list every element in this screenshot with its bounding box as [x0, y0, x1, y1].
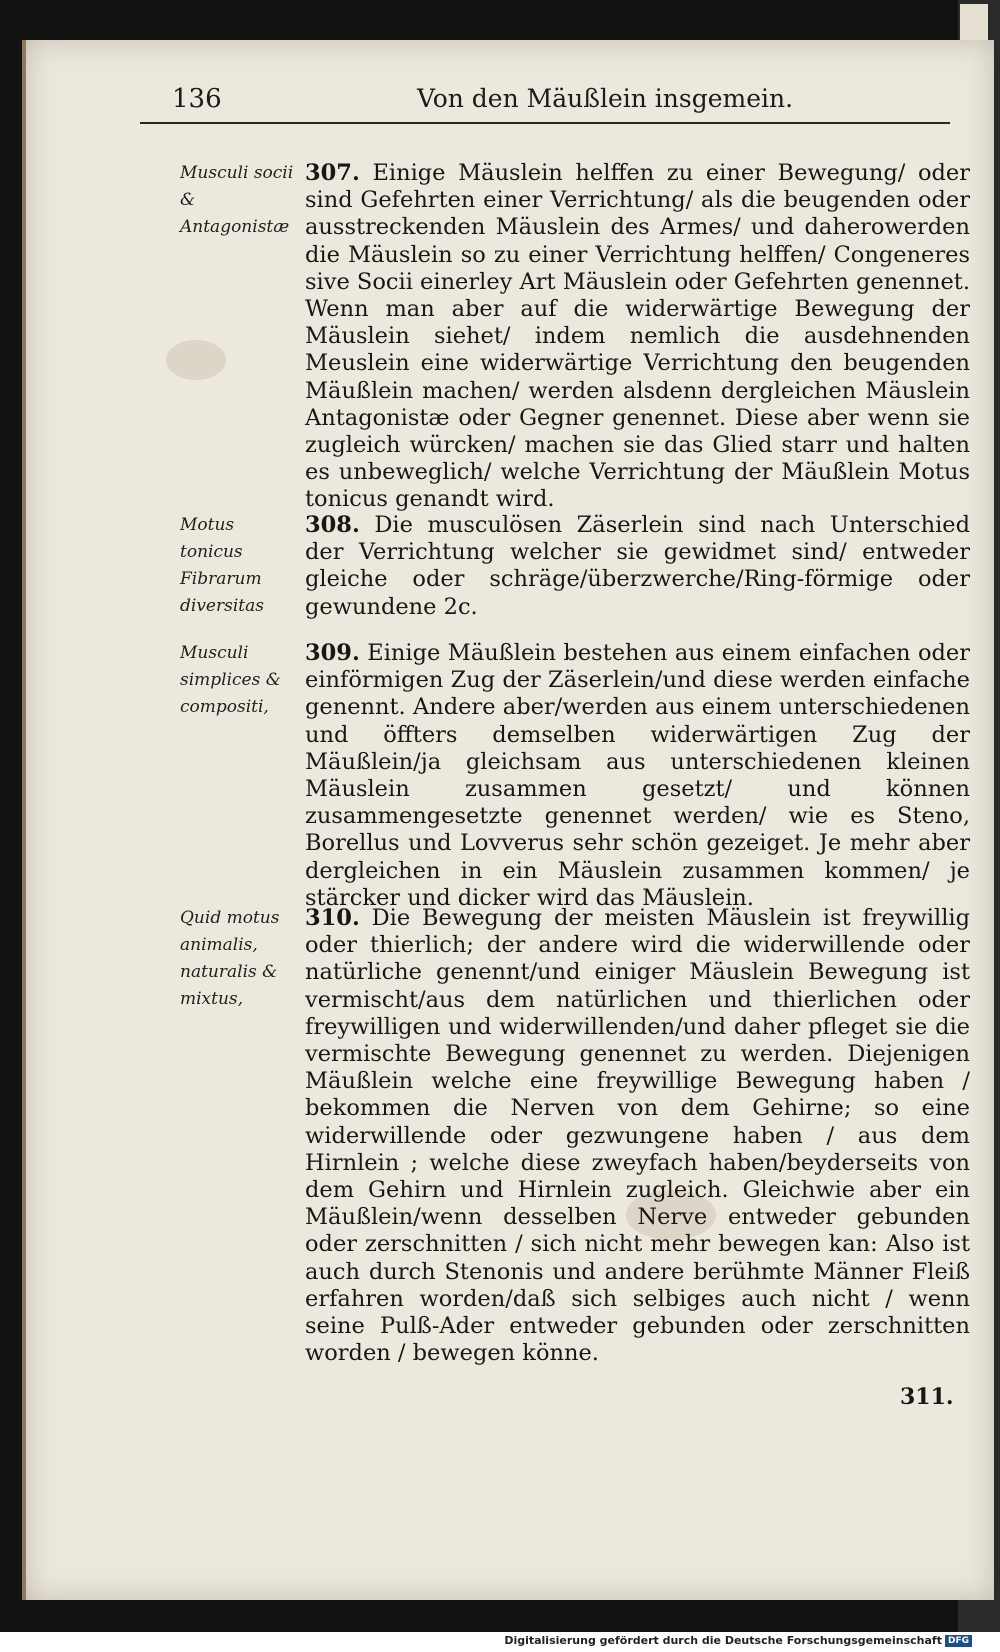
paragraph — [305, 905, 970, 1367]
margin-note: Musculi socii & Antagonistæ — [180, 163, 294, 237]
margin-note: Motus tonicus Fibrarum diversitas — [180, 515, 264, 616]
catchword: 311. — [900, 1384, 954, 1410]
paragraph-number: 307. — [305, 160, 360, 186]
paper-stain — [166, 340, 226, 380]
paragraph — [305, 160, 970, 514]
page-number: 136 — [172, 84, 222, 114]
paragraph-number: 310. — [305, 905, 360, 931]
margin-note: Quid motus animalis, naturalis & mixtus, — [180, 908, 280, 1009]
funding-footer — [504, 1634, 972, 1647]
paragraph-text: Die musculösen Zäserlein sind nach Unterschied der Verrichtung welcher sie gewidmet sind/ entweder gleiche oder schräge/überzwerche/Ring-förmige oder gewundene 2c. — [305, 512, 970, 620]
funding-text: Digitalisierung gefördert durch die Deutsche Forschungsgemeinschaft — [504, 1634, 942, 1647]
paragraph-number: 309. — [305, 640, 360, 666]
paragraph-text: Einige Mäußlein bestehen aus einem einfachen oder einförmigen Zug der Zäserlein/und diese werden einfache genennt. Andere aber/werden aus einem unterschiedenen und öffters demselben widerwärtigen Zug der Mäußlein/ja gleichsam aus unterschiedenen kleinen Mäuslein zusammen gesetzt/ und können zusammengesetzte genennet werden/ wie es Steno, Borellus und Lovverus sehr schön gezeiget. Je mehr aber dergleichen in ein Mäuslein zusammen kommen/ je stärcker und dicker wird das Mäuslein. — [305, 640, 970, 911]
paragraph-text: Einige Mäuslein helffen zu einer Bewegung/ oder sind Gefehrten einer Verrichtung/ als die beugenden oder ausstreckenden Mäuslein des Armes/ und daherowerden die Mäuslein so zu einer Verrichtung helffen/ Congeneres sive Socii einerley Art Mäuslein oder Gefehrten genennet. Wenn man aber auf die widerwärtige Bewegung der Mäuslein siehet/ indem nemlich die ausdehnenden Meuslein eine widerwärtige Verrichtung den beugenden Mäußlein machen/ werden alsdenn dergleichen Mäuslein Antagonistæ oder Gegner genennet. Diese aber wenn sie zugleich würcken/ machen sie das Glied starr und halten es unbeweglich/ welche Verrichtung der Mäußlein Motus tonicus genandt wird. — [305, 160, 970, 513]
paragraph — [305, 512, 970, 621]
dfg-logo: DFG — [945, 1635, 972, 1647]
page-header — [140, 82, 950, 124]
paragraph-number: 308. — [305, 512, 360, 538]
running-head: Von den Mäußlein insgemein. — [416, 84, 794, 113]
paragraph — [305, 640, 970, 912]
margin-note: Musculi simplices & compositi, — [180, 643, 281, 717]
paragraph-text: Die Bewegung der meisten Mäuslein ist freywillig oder thierlich; der andere wird die widerwillende oder natürliche genennt/und einiger Mäuslein Bewegung ist vermischt/aus dem natürlichen und thierlichen oder freywilligen und widerwillenden/und daher pfleget sie die vermischte Bewegung genennet zu werden. Diejenigen Mäußlein welche eine freywillige Bewegung haben / bekommen die Nerven von dem Gehirne; so eine widerwillende oder gezwungene haben / aus dem Hirnlein ; welche diese zweyfach haben/beyderseits von dem Gehirn und Hirnlein zugleich. Gleichwie aber ein Mäußlein/wenn desselben Nerve entweder gebunden oder zerschnitten / sich nicht mehr bewegen kan: Also ist auch durch Stenonis und andere berühmte Männer Fleiß erfahren worden/daß sich selbiges auch nicht / wenn seine Pulß-Ader entweder gebunden oder zerschnitten worden / bewegen könne. — [305, 905, 970, 1367]
